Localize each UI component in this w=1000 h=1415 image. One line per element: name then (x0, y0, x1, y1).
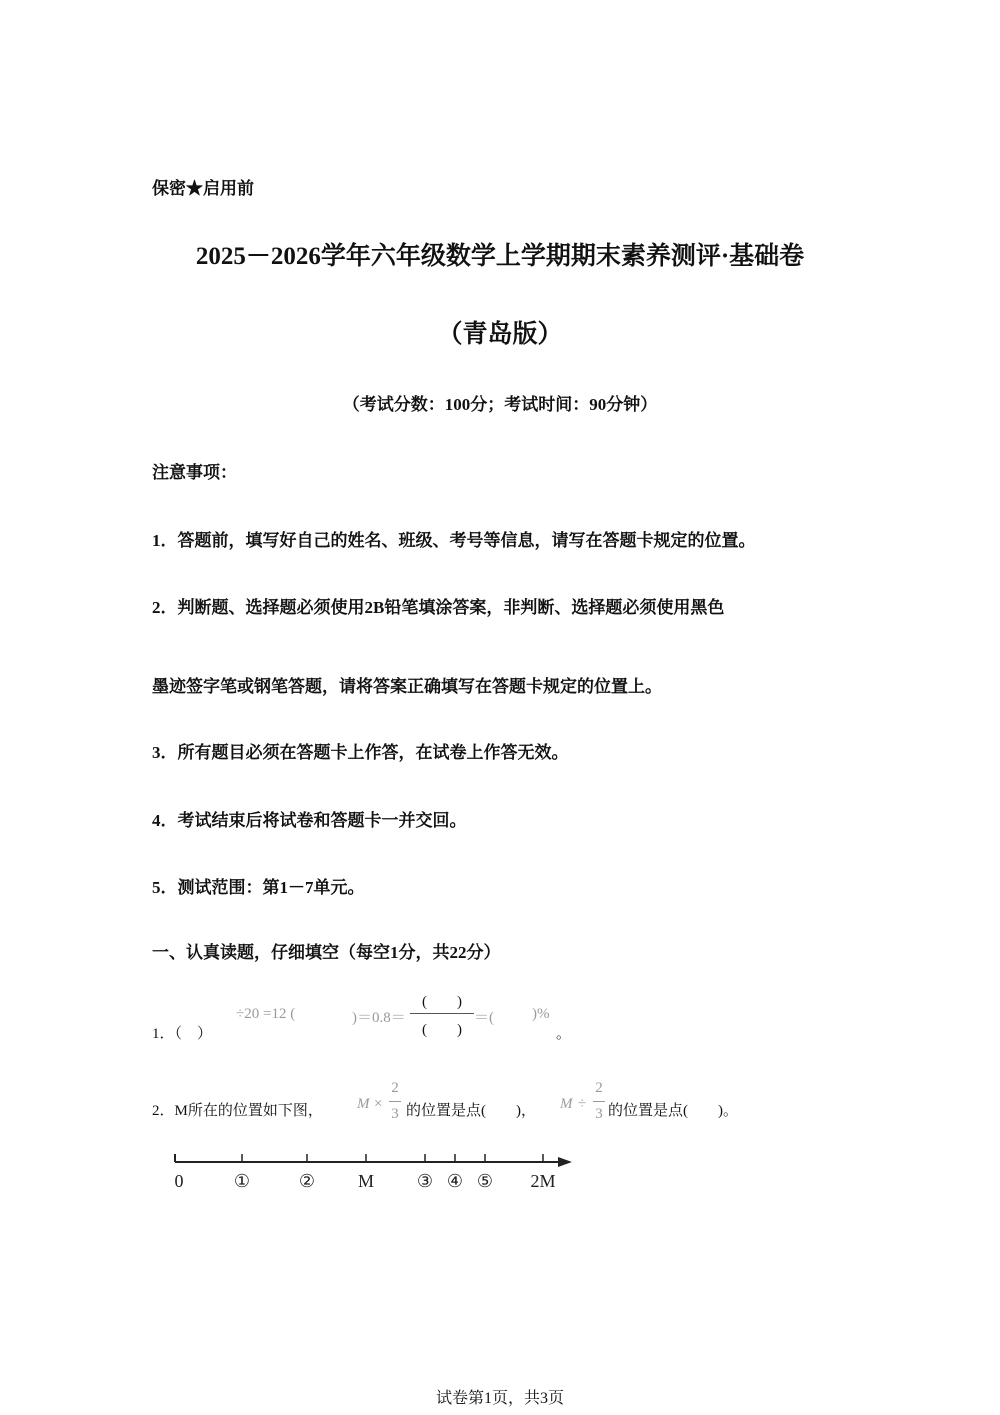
note-item-5: 5．测试范围：第1－7单元。 (152, 878, 365, 897)
label-point-5: ⑤ (476, 1171, 494, 1191)
q1-fraction-denominator: ( ) (422, 1022, 462, 1038)
q2-frac1-bar (389, 1101, 401, 1102)
label-m: M (357, 1171, 375, 1191)
section-1-heading: 一、认真读题，仔细填空（每空1分，共22分） (152, 943, 501, 962)
note-item-2-continued: 墨迹签字笔或钢笔答题，请将答案正确填写在答题卡规定的位置上。 (152, 677, 662, 696)
label-zero: 0 (174, 1171, 184, 1191)
notes-heading: 注意事项： (152, 463, 237, 482)
q2-frac2-bar (593, 1101, 605, 1102)
q2-frac1-denominator: 3 (391, 1106, 399, 1122)
note-item-1: 1．答题前，填写好自己的姓名、班级、考号等信息，请写在答题卡规定的位置。 (152, 531, 756, 550)
note-item-3: 3．所有题目必须在答题卡上作答，在试卷上作答无效。 (152, 743, 569, 762)
q2-frac1-numerator: 2 (391, 1080, 399, 1096)
exam-title: 2025－2026学年六年级数学上学期期末素养测评·基础卷 (195, 243, 805, 270)
q2-frac2-denominator: 3 (595, 1106, 603, 1122)
q1-expression-part4: )% (532, 1006, 550, 1022)
q2-frac2-numerator: 2 (595, 1080, 603, 1096)
exam-subtitle: （青岛版） (437, 321, 563, 348)
q2-expr2-operator: ÷ (578, 1096, 587, 1112)
note-item-2: 2．判断题、选择题必须使用2B铅笔填涂答案，非判断、选择题必须使用黑色 (152, 598, 725, 617)
q1-prefix: 1．（ ） (152, 1026, 213, 1042)
q2-prefix: 2．M所在的位置如下图， (152, 1103, 323, 1119)
q2-expr2-variable: M (560, 1096, 573, 1112)
q1-expression-part2: )＝0.8＝ (352, 1010, 406, 1026)
q2-expr1-operator: × (374, 1096, 383, 1112)
number-line-arrowhead (558, 1157, 572, 1167)
label-point-2: ② (298, 1171, 316, 1191)
q1-expression-part3: ＝( (474, 1010, 494, 1026)
page-footer: 试卷第1页，共3页 (435, 1390, 564, 1407)
label-2m: 2M (530, 1171, 556, 1191)
q1-expression-part1: ÷20 =12 ( (236, 1006, 296, 1022)
label-point-3: ③ (416, 1171, 434, 1191)
number-line-figure (160, 1145, 590, 1200)
q2-expr1-variable: M (357, 1096, 370, 1112)
exam-info: （考试分数：100分；考试时间：90分钟） (342, 395, 658, 414)
q1-fraction-bar (410, 1013, 474, 1014)
q1-fraction-numerator: ( ) (422, 994, 462, 1010)
secret-label: 保密★启用前 (152, 179, 254, 198)
q1-end: 。 (556, 1026, 572, 1042)
q2-text2: 的位置是点( )。 (608, 1103, 738, 1119)
label-point-4: ④ (446, 1171, 464, 1191)
q2-text1: 的位置是点( )， (406, 1103, 536, 1119)
note-item-4: 4．考试结束后将试卷和答题卡一并交回。 (152, 811, 467, 830)
label-point-1: ① (233, 1171, 251, 1191)
